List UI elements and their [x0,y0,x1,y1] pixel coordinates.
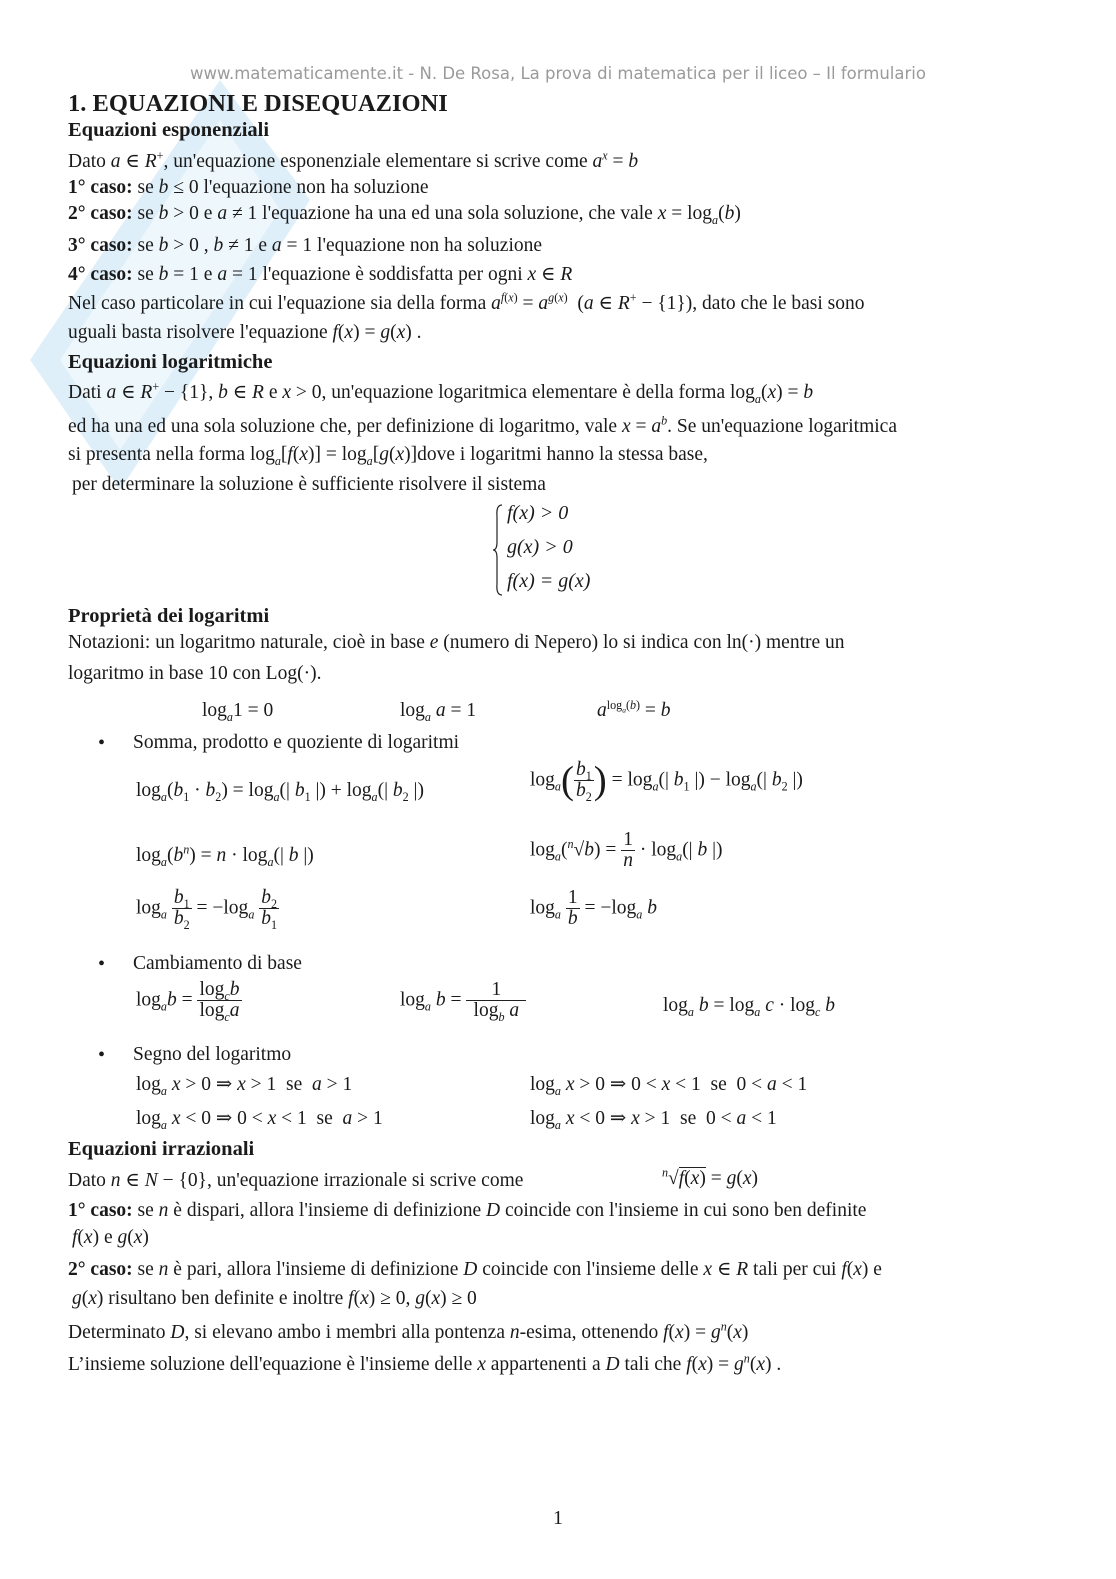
formula-swap-base: $\log_a b$ = $\frac{1}{\log_b a}$ [400,980,526,1022]
bullet-base-change: Cambiamento di base [133,953,302,974]
bullet-icon: • [98,953,106,975]
irr-case-1: 1° caso: se n è dispari, allora l'insieme di definizione D coincide con l'insieme in cui sono ben definite [68,1200,867,1221]
irr-final: L’insieme soluzione dell'equazione è l'insieme delle x appartenenti a D tali che $f(x) = g^n(x)$ . [68,1351,782,1375]
exp-case-2: 2° caso: se b > 0 e a ≠ 1 l'equazione ha una ed una sola soluzione, che vale $x = \log_a(b)$ [68,203,741,227]
log-line-3: si presenta nella forma $\log_a[f(x)]$ = $\log_a[g(x)]dove$ i logaritmi hanno la stessa base, [68,444,708,468]
formula-inverse-fraction: $\log_a$ $\frac{b_1}{b_2}$ = $-\log_a$ $\frac{b_2}{b_1}$ [136,887,278,933]
irr-intro: Dato n ∈ N − {0}, un'equazione irrazionale si scrive come [68,1170,524,1191]
log-line-4: per determinare la soluzione è sufficiente risolvere il sistema [72,474,546,495]
formula-power: $\log_a(b^n) = n \cdot \log_a(|$ b |) [136,842,314,869]
bullet-icon: • [98,1044,106,1066]
log-line-1: Dati a ∈ R+ − {1}, b ∈ R e x > 0, un'equazione logaritmica elementare è della forma $\log_a(x) = b$ [68,379,814,406]
irr-case-2: 2° caso: se n è pari, allora l'insieme di definizione D coincide con l'insieme delle x ∈ R tali per cui f(x) e [68,1259,882,1280]
exp-intro: Dato a ∈ R+, un'equazione esponenziale elementare si scrive come $a^x = b$ [68,148,639,172]
bullet-icon: • [98,732,106,754]
irr-case-1-cont: f(x) e g(x) [72,1227,149,1248]
exp-particular: Nel caso particolare in cui l'equazione sia della forma $a^{f(x)} = a^{g(x)}$ (a ∈ R+ − {1}), dato che le basi sono [68,290,865,314]
formula-quotient: $\log_a$( $\frac{b_1}{b_2}$ ) = $\log_a(|$ $b_1$ |) − $\log_a(|$ $b_2$ |) [530,758,803,805]
formula-reciprocal: $\log_a$ $\frac{1}{b}$ = $-\log_a$ b [530,887,657,930]
log-heading: Equazioni logaritmiche [68,351,273,373]
page-header: www.matematicamente.it - N. De Rosa, La prova di matematica per il liceo – Il formulario [190,64,926,83]
exp-case-4: 4° caso: se b = 1 e a = 1 l'equazione è soddisfatta per ogni x ∈ R [68,264,573,285]
page-number: 1 [553,1507,563,1529]
log-line-2: ed ha una ed una sola soluzione che, per definizione di logaritmo, vale $x = a^b$. Se un'equazione logaritmica [68,413,897,437]
bullet-sign: Segno del logaritmo [133,1044,292,1065]
irr-heading: Equazioni irrazionali [68,1138,255,1160]
sign-2: $\log_a x > 0$ ⇒ 0 < x < 1 se 0 < a < 1 [530,1074,808,1098]
bullet-sum: Somma, prodotto e quoziente di logaritmi [133,732,460,753]
section-title: 1. EQUAZIONI E DISEQUAZIONI [68,90,448,117]
irr-determined: Determinato D, si elevano ambo i membri alla pontenza n-esima, ottenendo $f(x) = g^n(x)$ [68,1319,749,1343]
sign-1: $\log_a x > 0$ ⇒ x > 1 se a > 1 [136,1074,353,1098]
irr-formula: $^n$√f(x) = g(x) [662,1165,758,1189]
formula-loga: $\log_a a = 1$ [400,700,477,724]
formula-product: $\log_a(b_1 \cdot b_2) = \log_a(|$ $b_1$ |) + $\log_a(|$ $b_2$ |) [136,780,424,804]
sign-4: $\log_a x < 0$ ⇒ x > 1 se 0 < a < 1 [530,1108,777,1132]
formula-chain: $\log_a b = \log_a c \cdot \log_c b$ [663,995,836,1019]
props-notation-2: logaritmo in base 10 con Log(·). [68,663,322,684]
exp-heading: Equazioni esponenziali [68,119,270,141]
sign-3: $\log_a x < 0$ ⇒ 0 < x < 1 se a > 1 [136,1108,383,1132]
formula-change-base: $\log_ab$ = $\frac{\log_cb}{\log_ca}$ [136,979,240,1025]
formula-alog: $a^{log_a(b)} = b$ [597,697,671,721]
formula-log1: $\log_a1 = 0$ [202,700,274,724]
brace-icon [493,504,503,596]
exp-case-3: 3° caso: se b > 0 , b ≠ 1 e a = 1 l'equazione non ha soluzione [68,235,543,256]
props-notation-1: Notazioni: un logaritmo naturale, cioè in base e (numero di Nepero) lo si indica con ln(·) mentre un [68,632,845,653]
exp-particular-2: uguali basta risolvere l'equazione f(x) = g(x) . [68,322,422,343]
formula-root: $\log_a(^n√b)$ = $\frac{1}{n}$ · $\log_a(|$ b |) [530,829,723,872]
exp-case-1: 1° caso: se b ≤ 0 l'equazione non ha soluzione [68,177,429,198]
irr-case-2-cont: g(x) risultano ben definite e inoltre f(x) ≥ 0, g(x) ≥ 0 [72,1288,477,1309]
props-heading: Proprietà dei logaritmi [68,605,270,627]
